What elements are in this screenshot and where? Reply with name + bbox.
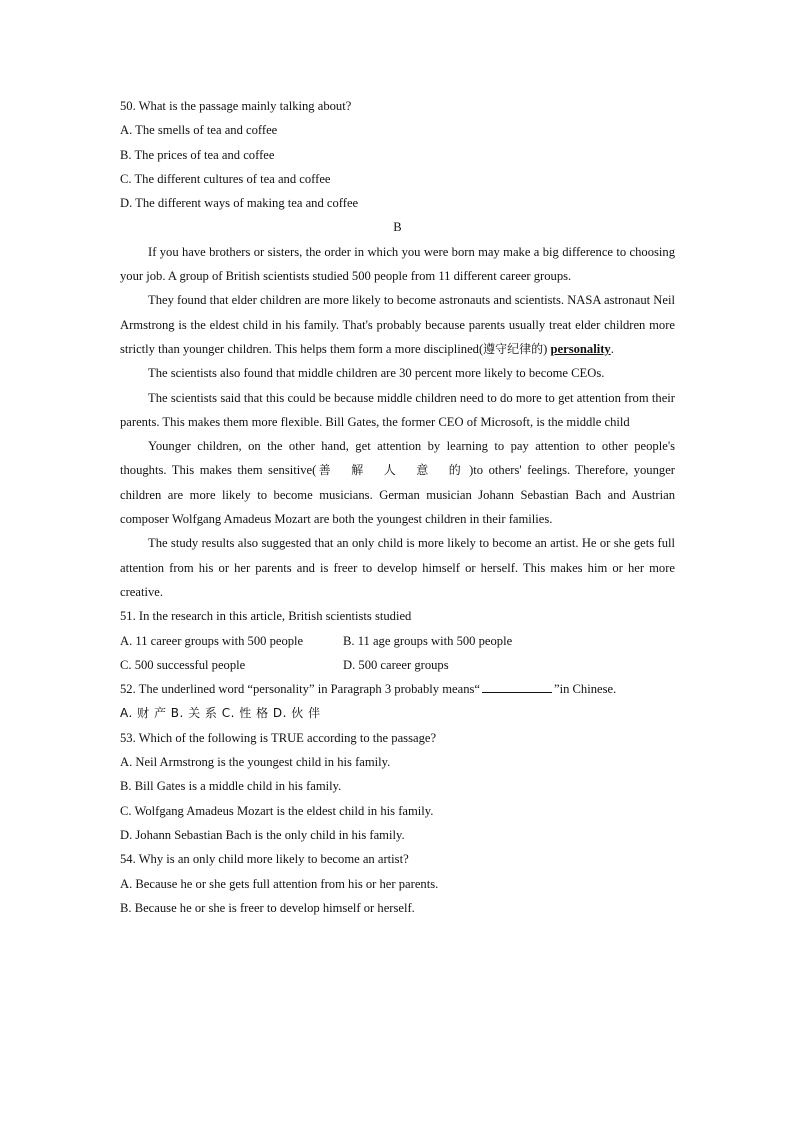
passage-p5-before: Younger children, on the other hand, get attention by learning to pay attention to other people's thoughts. This makes them sensitive( (120, 439, 675, 478)
q51-option-b: B. 11 age groups with 500 people (343, 633, 513, 648)
q53-option-a: A. Neil Armstrong is the youngest child in his family. (120, 755, 391, 770)
passage-p2-cn-note: 遵守纪律的 (483, 341, 544, 356)
q50-option-d: D. The different ways of making tea and coffee (120, 196, 359, 211)
q53-option-d: D. Johann Sebastian Bach is the only child in his family. (120, 827, 405, 842)
q51-option-d: D. 500 career groups (343, 657, 449, 672)
passage-p4-text: The scientists said that this could be because middle children need to do more to get attention from their parents. This makes them more flexible. Bill Gates, the former CEO of Microsoft, is the middle child (120, 390, 675, 429)
q53-option-b: B. Bill Gates is a middle child in his family. (120, 779, 342, 794)
passage-p3-text: The scientists also found that middle children are 30 percent more likely to become CEOs. (148, 366, 605, 381)
passage-p1-text: If you have brothers or sisters, the order in which you were born may make a big difference to choosing your job. A group of British scientists studied 500 people from 11 different career groups. (120, 244, 675, 284)
q52-question-before: 52. The underlined word “personality” in Paragraph 3 probably means“ (120, 682, 480, 697)
passage-paragraph-2 (120, 288, 675, 361)
q54-option-a: A. Because he or she gets full attention from his or her parents. (120, 876, 439, 891)
q53-question: 53. Which of the following is TRUE according to the passage? (120, 730, 437, 745)
q51-options-row-1 (120, 629, 675, 653)
q50-option-c: C. The different cultures of tea and coffee (120, 171, 331, 186)
section-label: B (393, 220, 402, 235)
passage-paragraph-6 (120, 531, 675, 604)
document-page (120, 94, 675, 920)
passage-p2-mid: ) (543, 341, 551, 356)
passage-p5-cn-note: 善 解 人 意 的 (316, 463, 470, 478)
q54-question: 54. Why is an only child more likely to become an artist? (120, 852, 409, 867)
q51-question: 51. In the research in this article, British scientists studied (120, 609, 412, 624)
q50-question: 50. What is the passage mainly talking about? (120, 99, 352, 113)
passage-paragraph-1 (120, 240, 675, 289)
passage-p6-text: The study results also suggested that an only child is more likely to become an artist. He or she gets full attention from his or her parents and is freer to develop himself or herself. This makes him or her more creative. (120, 536, 675, 599)
passage-p5-after: )to others' feelings. Therefore, younger children are more likely to become musicians. German musician Johann Sebastian Bach and Austrian composer Wolfgang Amadeus Mozart are both the youngest children in their families. (120, 463, 675, 527)
q52-question-after: ”in Chinese. (553, 682, 617, 697)
q52-answer-blank (482, 680, 552, 693)
q50-option-a: A. The smells of tea and coffee (120, 123, 278, 138)
q53-option-c: C. Wolfgang Amadeus Mozart is the eldest child in his family. (120, 803, 434, 818)
q50-option-b: B. The prices of tea and coffee (120, 147, 275, 162)
underlined-keyword-personality: personality (550, 341, 611, 356)
q51-option-a: A. 11 career groups with 500 people (120, 633, 304, 648)
passage-p2-before: They found that elder children are more likely to become astronauts and scientists. NASA astronaut Neil Armstrong is the eldest child in his family. That's probably because parents usually treat elder children more strictly than younger children. This helps them form a more disciplined( (120, 293, 675, 356)
passage-paragraph-3 (120, 361, 675, 385)
passage-paragraph-4 (120, 386, 675, 435)
q52-question (120, 677, 675, 701)
q52-options: A. 财 产 B. 关 系 C. 性 格 D. 伙 伴 (120, 706, 321, 721)
passage-p2-end: . (610, 341, 614, 356)
passage-paragraph-5 (120, 434, 675, 531)
q51-options-row-2 (120, 653, 675, 677)
q54-option-b: B. Because he or she is freer to develop himself or herself. (120, 900, 415, 915)
q51-option-c: C. 500 successful people (120, 657, 246, 672)
